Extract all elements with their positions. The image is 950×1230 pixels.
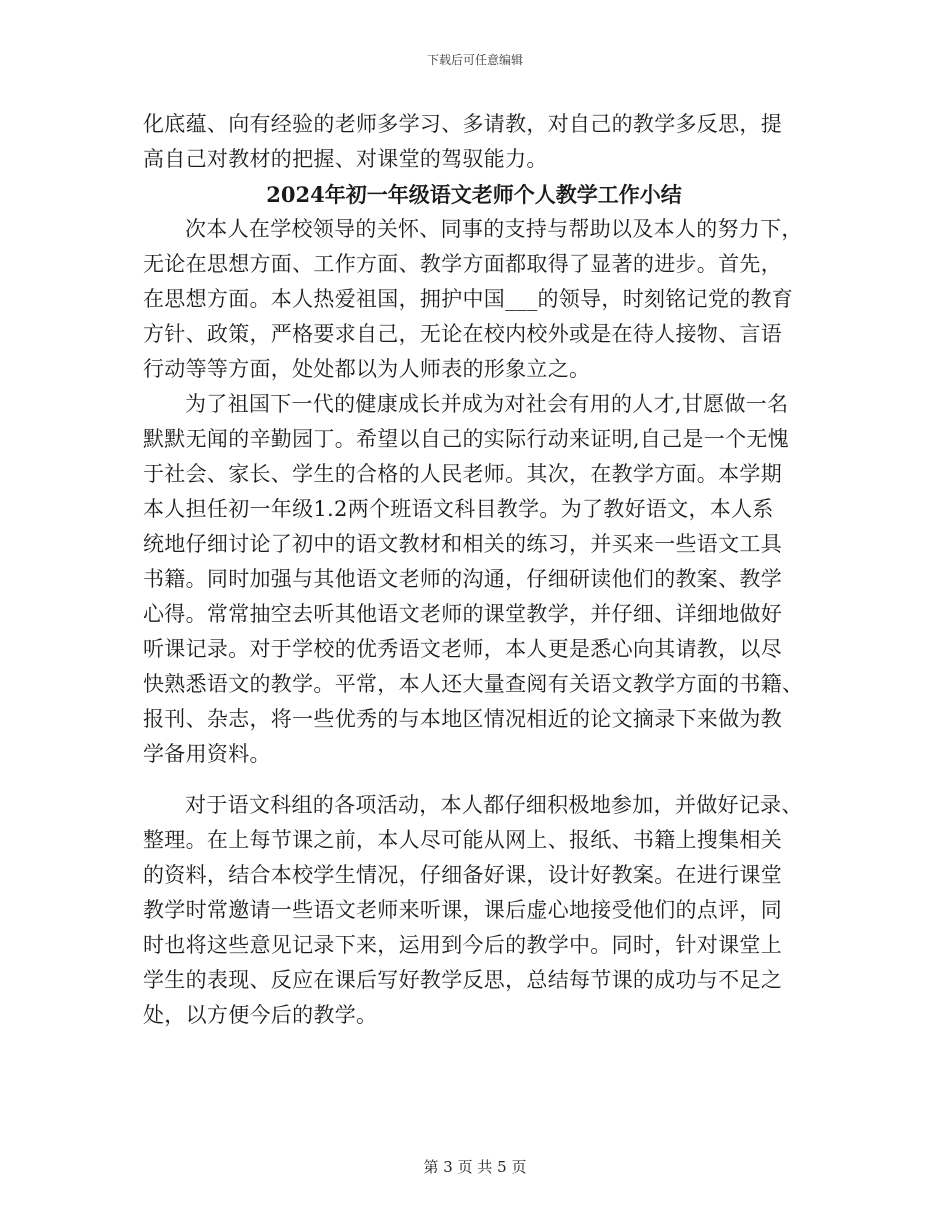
paragraph-3-line: 时也将这些意见记录下来，运用到今后的教学中。同时，针对课堂上 — [143, 933, 782, 957]
paragraph-3-line: 的资料，结合本校学生情况，仔细备好课，设计好教案。在进行课堂 — [143, 863, 782, 887]
text-line: 化底蕴、向有经验的老师多学习、多请教，对自己的教学多反思，提 — [143, 112, 782, 136]
paragraph-2-line: 听课记录。对于学校的优秀语文老师，本人更是悉心向其请教，以尽 — [143, 637, 782, 661]
paragraph-2-line: 统地仔细讨论了初中的语文教材和相关的练习，并买来一些语文工具 — [143, 532, 782, 556]
document-title: 2024年初一年级语文老师个人教学工作小结 — [266, 182, 682, 207]
paragraph-2-line: 书籍。同时加强与其他语文老师的沟通，仔细研读他们的教案、教学 — [143, 567, 782, 591]
paragraph-2-line: 学备用资料。 — [143, 742, 271, 766]
paragraph-2-line: 快熟悉语文的教学。平常，本人还大量查阅有关语文教学方面的书籍、 — [143, 672, 804, 696]
paragraph-3-line: 教学时常邀请一些语文老师来听课，课后虚心地接受他们的点评，同 — [143, 898, 782, 922]
paragraph-3-line: 处，以方便今后的教学。 — [143, 1003, 378, 1027]
page-header-note: 下载后可任意编辑 — [426, 53, 523, 67]
paragraph-3-line: 学生的表现、反应在课后写好教学反思，总结每节课的成功与不足之 — [143, 968, 782, 992]
paragraph-2-line: 报刊、杂志，将一些优秀的与本地区情况相近的论文摘录下来做为教 — [143, 707, 782, 731]
paragraph-2-line: 于社会、家长、学生的合格的人民老师。其次，在教学方面。本学期 — [143, 462, 782, 486]
paragraph-1-line: 在思想方面。本人热爱祖国，拥护中国___的领导，时刻铭记党的教育 — [143, 287, 794, 311]
page-number: 第 3 页 共 5 页 — [423, 1158, 527, 1176]
paragraph-2-line: 默默无闻的辛勤园丁。希望以自己的实际行动来证明,自己是一个无愧 — [143, 427, 789, 451]
paragraph-1-line: 方针、政策，严格要求自己，无论在校内校外或是在待人接物、言语 — [143, 322, 782, 346]
paragraph-gap — [143, 772, 805, 788]
paragraph-2-line: 为了祖国下一代的健康成长并成为对社会有用的人才,甘愿做一名 — [185, 392, 789, 416]
paragraph-1-line: 无论在思想方面、工作方面、教学方面都取得了显著的进步。首先， — [143, 252, 782, 276]
paragraph-3-line: 整理。在上每节课之前，本人尽可能从网上、报纸、书籍上搜集相关 — [143, 828, 782, 852]
paragraph-1-line: 次本人在学校领导的关怀、同事的支持与帮助以及本人的努力下， — [185, 217, 803, 241]
paragraph-1-line: 行动等等方面，处处都以为人师表的形象立之。 — [143, 357, 591, 381]
document-body — [143, 107, 805, 1033]
paragraph-2-line: 本人担任初一年级1.2两个班语文科目教学。为了教好语文，本人系 — [143, 497, 774, 521]
paragraph-3-line: 对于语文科组的各项活动，本人都仔细积极地参加，并做好记录、 — [185, 793, 803, 817]
paragraph-2-line: 心得。常常抽空去听其他语文老师的课堂教学，并仔细、详细地做好 — [143, 602, 782, 626]
text-line: 高自己对教材的把握、对课堂的驾驭能力。 — [143, 147, 548, 171]
